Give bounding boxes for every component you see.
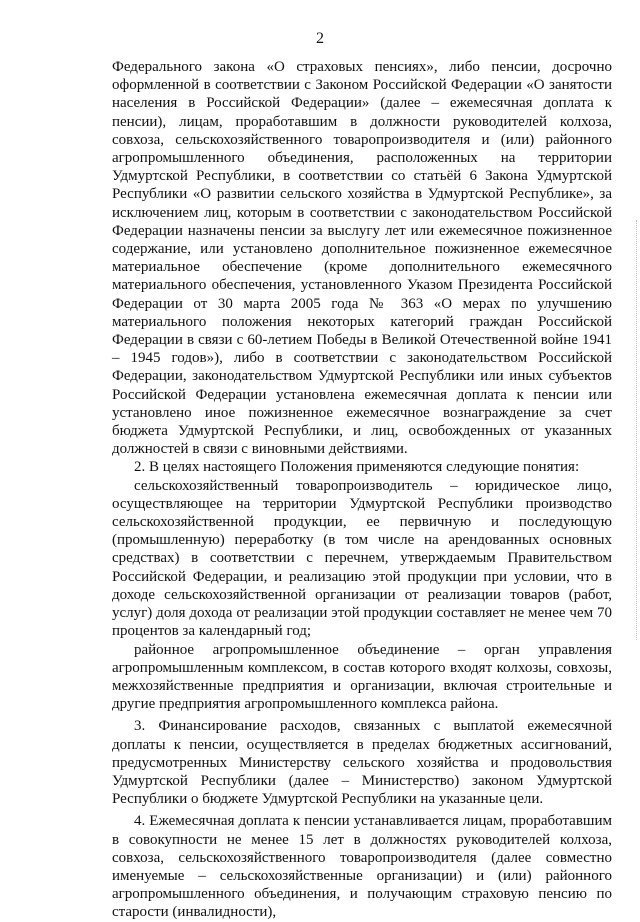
scan-edge-marks xyxy=(634,220,637,640)
paragraph-item-4: 4. Ежемесячная доплата к пенсии устанавливается лицам, проработавшим в совокупности не менее 15 лет в должностях руководителей колхоза, совхоза, сельскохозяйственного товаропроизводителя (далее совместно именуемые – сельскохозяйственные организации) и (или) районного агропромышленного объединения, и получающим страховую пенсию по старости (инвалидности), xyxy=(112,813,612,921)
paragraph-continuation: Федерального закона «О страховых пенсиях», либо пенсии, досрочно оформленной в соответствии с Законом Российской Федерации «О занятости населения в Российской Федерации» (далее – ежемесячная доплата к пенсии), лицам, проработавшим в должности руководителей колхоза, совхоза, сельскохозяйственного товаропроизводителя и (или) районного агропромышленного объединения, расположенных на территории Удмуртской Республики, в соответствии со статьёй 6 Закона Удмуртской Республики «О развитии сельского хозяйства в Удмуртской Республике», за исключением лиц, которым в соответствии с законодательством Российской Федерации назначены пенсии за выслугу лет или ежемесячное пожизненное содержание, или установлено дополнительное пожизненное ежемесячное материальное обеспечение (кроме дополнительного ежемесячного материального обеспечения, установленного Указом Президента Российской Федерации от 30 марта 2005 года № 363 «О мерах по улучшению материального положения некоторых категорий граждан Российской Федерации в связи с 60-летием Победы в Великой Отечественной войне 1941 – 1945 годов»), либо в соответствии с законодательством Российской Федерации, законодательством Удмуртской Республики или иных субъектов Российской Федерации установлена ежемесячная доплата к пенсии или установлено иное пожизненное ежемесячное вознаграждение за счет бюджета Удмуртской Республики, и лиц, освобожденных от указанных должностей в связи с виновными действиями. xyxy=(112,59,612,458)
document-body xyxy=(112,58,612,922)
paragraph-definition-producer: сельскохозяйственный товаропроизводитель – юридическое лицо, осуществляющее на территории Удмуртской Республики производство сельскохозяйственной продукции, ее первичную и последующую (промышленную) переработку (в том числе на арендованных основных средствах) в соответствии с перечнем, утверждаемым Правительством Российской Федерации, и реализацию этой продукции при условии, что в доходе сельскохозяйственной организации от реализации товаров (работ, услуг) доля дохода от реализации этой продукции составляет не менее чем 70 процентов за календарный год; xyxy=(112,477,612,640)
paragraph-item-3: 3. Финансирование расходов, связанных с выплатой ежемесячной доплаты к пенсии, осуществляется в пределах бюджетных ассигнований, предусмотренных Министерству сельского хозяйства и продовольствия Удмуртской Республики (далее – Министерство) законом Удмуртской Республики о бюджете Удмуртской Республики на указанные цели. xyxy=(112,718,612,808)
page-number: 2 xyxy=(316,30,324,47)
paragraph-item-2: 2. В целях настоящего Положения применяются следующие понятия: xyxy=(134,459,580,476)
paragraph-definition-association: районное агропромышленное объединение – орган управления агропромышленным комплексом, в состав которого входят колхозы, совхозы, межхозяйственные предприятия и организации, включая строительные и другие предприятия агропромышленного комплекса района. xyxy=(112,641,612,713)
